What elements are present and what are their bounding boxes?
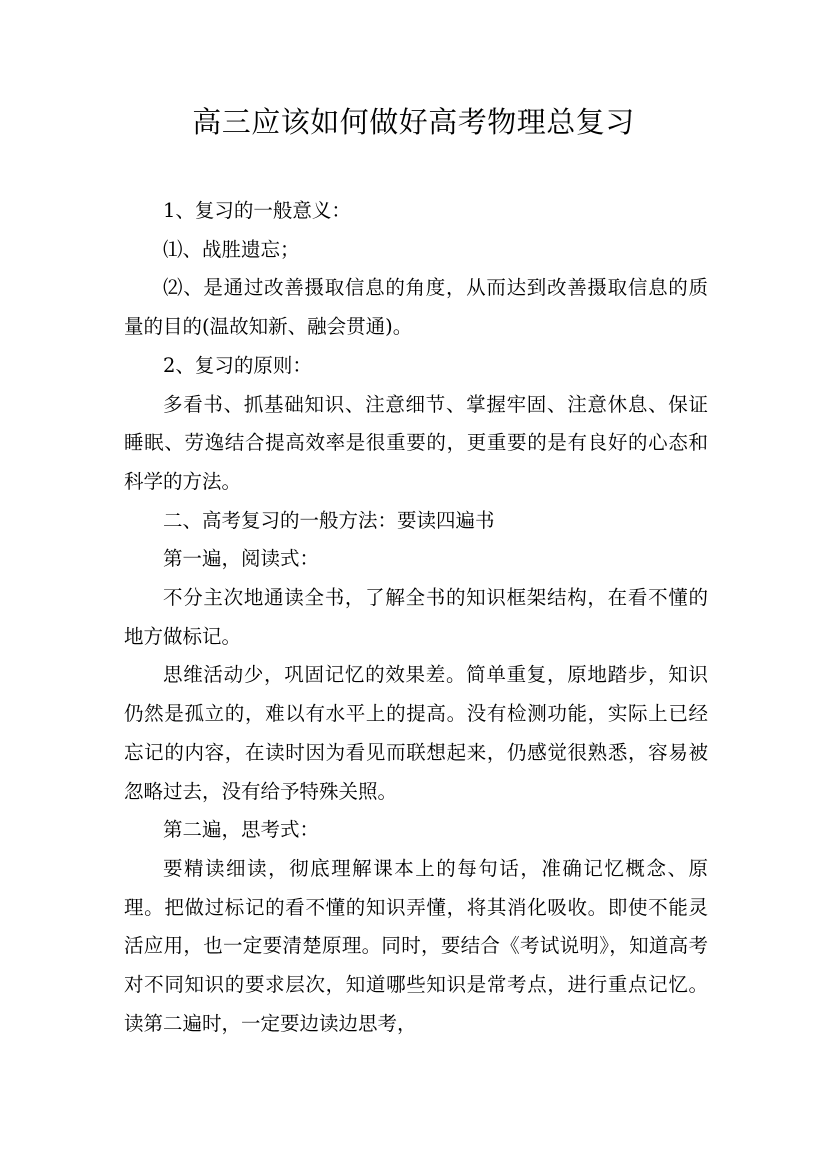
paragraph-second-reading-heading: 第二遍，思考式： <box>163 818 320 842</box>
paragraph-second-reading-method: 要精读细读，彻底理解课本上的每句话，准确记忆概念、原理。把做过标记的看不懂的知识弄懂，将其消化吸收。即使不能灵活应用，也一定要清楚原理。同时，要结合《考试说明》，知道高考对不同知识的要求层次，知道哪些知识是常考点，进行重点记忆。读第二遍时，一定要边读边思考， <box>124 856 708 1035</box>
paragraph-review-principles: 2、复习的原则： <box>163 353 312 377</box>
paragraph-point-2: ⑵、是通过改善摄取信息的角度，从而达到改善摄取信息的质量的目的(温故知新、融会贯通)。 <box>124 276 708 339</box>
paragraph-point-1: ⑴、战胜遗忘； <box>163 237 300 261</box>
paragraph-review-meaning: 1、复习的一般意义： <box>163 199 351 222</box>
document-title: 高三应该如何做好高考物理总复习 <box>192 105 635 139</box>
paragraph-first-reading-drawbacks: 思维活动少，巩固记忆的效果差。简单重复，原地踏步，知识仍然是孤立的，难以有水平上的提高。没有检测功能，实际上已经忘记的内容，在读时因为看见而联想起来，仍感觉很熟悉，容易被忽略过去，没有给予特殊关照。 <box>124 663 708 803</box>
paragraph-principles-detail: 多看书、抓基础知识、注意细节、掌握牢固、注意休息、保证睡眠、劳逸结合提高效率是很重要的，更重要的是有良好的心态和科学的方法。 <box>124 392 708 493</box>
paragraph-first-reading-method: 不分主次地通读全书，了解全书的知识框架结构，在看不懂的地方做标记。 <box>124 586 708 648</box>
document-body <box>124 192 708 1043</box>
paragraph-section-two-heading: 二、高考复习的一般方法：要读四遍书 <box>163 508 495 532</box>
paragraph-first-reading-heading: 第一遍，阅读式： <box>163 547 320 571</box>
